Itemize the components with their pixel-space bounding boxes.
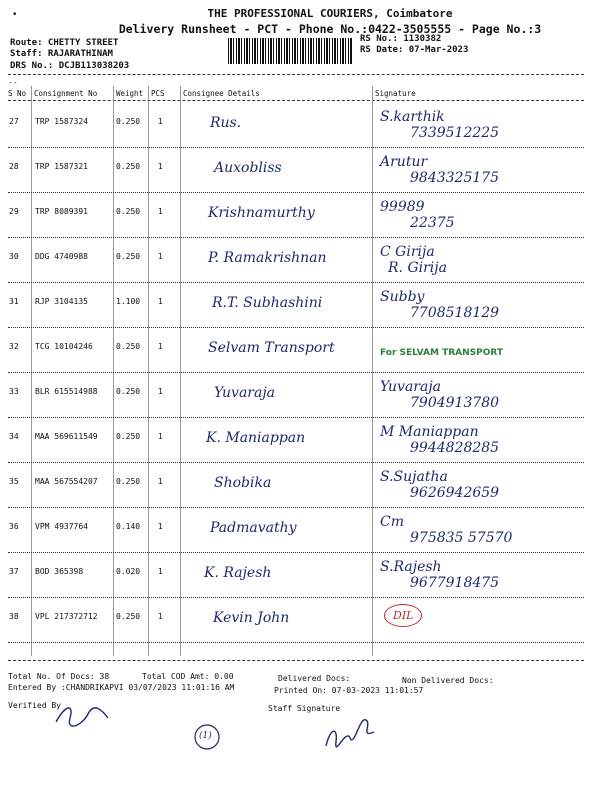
row-separator — [8, 462, 584, 463]
col-divider — [372, 86, 373, 656]
row-sno: 29 — [9, 207, 19, 216]
row-consignment: BLR 615514988 — [35, 387, 98, 396]
row-pcs: 1 — [158, 387, 163, 396]
entered-by: Entered By :CHANDRIKAPVI 03/07/2023 11:01:16 AM — [8, 683, 235, 692]
col-divider — [148, 86, 149, 656]
staff-label: Staff: RAJARATHINAM — [10, 49, 113, 59]
row-separator — [8, 237, 584, 238]
row-sno: 27 — [9, 117, 19, 126]
row-sno: 38 — [9, 612, 19, 621]
row-weight: 0.250 — [116, 387, 141, 396]
row-weight: 0.250 — [116, 432, 141, 441]
row-weight: 0.140 — [116, 522, 141, 531]
row-pcs: 1 — [158, 432, 163, 441]
col-sno: S No — [8, 89, 27, 98]
row-sno: 28 — [9, 162, 19, 171]
row-consignment: TCG 10104246 — [35, 342, 93, 351]
row-sno: 31 — [9, 297, 19, 306]
row-consignee: Auxobliss — [214, 160, 282, 176]
non-delivered-docs: Non Delivered Docs: — [402, 676, 494, 685]
row-signature: S.Sujatha — [380, 469, 448, 485]
staff-signature — [320, 708, 380, 754]
row-signature-note: R. Girija — [388, 260, 447, 276]
rs-date: RS Date: 07-Mar-2023 — [360, 45, 469, 55]
row-weight: 0.250 — [116, 252, 141, 261]
row-consignee: R.T. Subhashini — [212, 295, 323, 311]
row-consignee: Krishnamurthy — [208, 205, 315, 221]
row-separator — [8, 642, 584, 643]
rs-number: RS No.: 1130382 — [360, 34, 442, 44]
verified-by-label: Verified By — [8, 701, 61, 710]
mark-text: (1) — [199, 731, 212, 741]
col-signature: Signature — [375, 89, 416, 98]
row-signature: S.karthik — [380, 109, 445, 125]
row-consignee: Yuvaraja — [214, 385, 276, 401]
row-signature: For SELVAM TRANSPORT — [380, 348, 504, 358]
row-consignee: K. Maniappan — [206, 430, 306, 446]
row-sno: 37 — [9, 567, 19, 576]
row-separator — [8, 147, 584, 148]
row-consignment: VPM 4937764 — [35, 522, 88, 531]
row-signature-note: 9843325175 — [410, 170, 500, 186]
row-signature-note: 9677918475 — [410, 575, 500, 591]
col-consignment: Consignment No — [34, 89, 98, 98]
runsheet-subtitle: Delivery Runsheet - PCT - Phone No.:0422-3505555 - Page No.:3 — [118, 22, 542, 36]
row-consignee: P. Ramakrishnan — [208, 250, 327, 266]
row-signature-note: 22375 — [410, 215, 455, 231]
row-consignment: TRP 8089391 — [35, 207, 88, 216]
row-sno: 35 — [9, 477, 19, 486]
row-consignment: TRP 1587321 — [35, 162, 88, 171]
row-separator — [8, 417, 584, 418]
row-signature: Subby — [380, 289, 425, 305]
row-pcs: 1 — [158, 477, 163, 486]
row-pcs: 1 — [158, 162, 163, 171]
row-pcs: 1 — [158, 567, 163, 576]
row-signature: Yuvaraja — [380, 379, 442, 395]
bullet-mark: • — [12, 10, 18, 20]
verifier-signature — [52, 700, 112, 730]
company-title: THE PROFESSIONAL COURIERS, Coimbatore — [207, 7, 453, 20]
row-signature-note: 7339512225 — [410, 125, 500, 141]
delivered-docs: Delivered Docs: — [278, 674, 351, 683]
row-consignment: MAA 567554207 — [35, 477, 98, 486]
row-separator — [8, 552, 584, 553]
row-separator — [8, 327, 584, 328]
row-signature: M Maniappan — [380, 424, 479, 440]
row-pcs: 1 — [158, 612, 163, 621]
col-pcs: PCS — [151, 89, 165, 98]
row-separator — [8, 507, 584, 508]
row-consignee: Selvam Transport — [208, 340, 335, 356]
row-consignee: Padmavathy — [210, 520, 297, 536]
col-divider — [113, 86, 114, 656]
row-weight: 1.100 — [116, 297, 141, 306]
row-signature-note: 7708518129 — [410, 305, 500, 321]
row-signature: 99989 — [380, 199, 425, 215]
col-weight: Weight — [116, 89, 144, 98]
row-consignee: Rus. — [210, 115, 242, 131]
row-pcs: 1 — [158, 117, 163, 126]
row-consignment: RJP 3104135 — [35, 297, 88, 306]
separator-line — [8, 74, 584, 75]
row-signature-note: 7904913780 — [410, 395, 500, 411]
row-weight: 0.250 — [116, 342, 141, 351]
row-signature: C Girija — [380, 244, 435, 260]
row-sno: 30 — [9, 252, 19, 261]
row-separator — [8, 372, 584, 373]
row-signature: Arutur — [380, 154, 428, 170]
row-sno: 36 — [9, 522, 19, 531]
total-docs: Total No. Of Docs: 38 — [8, 672, 110, 681]
row-pcs: 1 — [158, 297, 163, 306]
row-consignment: DDG 4740988 — [35, 252, 88, 261]
row-pcs: 1 — [158, 522, 163, 531]
row-weight: 0.250 — [116, 612, 141, 621]
row-sno: 32 — [9, 342, 19, 351]
row-weight: 0.250 — [116, 207, 141, 216]
row-consignment: TRP 1587324 — [35, 117, 88, 126]
row-separator — [8, 597, 584, 598]
row-signature: S.Rajesh — [380, 559, 442, 575]
row-consignee: Kevin John — [213, 610, 290, 626]
row-weight: 0.250 — [116, 117, 141, 126]
row-consignee: Shobika — [214, 475, 272, 491]
row-separator — [8, 282, 584, 283]
row-pcs: 1 — [158, 252, 163, 261]
printed-on: Printed On: 07-03-2023 11:01:57 — [274, 686, 424, 695]
route-label: Route: CHETTY STREET — [10, 38, 119, 48]
row-consignment: BOD 365398 — [35, 567, 84, 576]
total-cod: Total COD Amt: 0.00 — [142, 672, 234, 681]
row-pcs: 1 — [158, 207, 163, 216]
row-signature: Cm — [380, 514, 404, 530]
barcode — [228, 38, 352, 64]
row-consignee: K. Rajesh — [204, 565, 272, 581]
staff-signature-label: Staff Signature — [268, 704, 341, 713]
row-sno: 33 — [9, 387, 19, 396]
row-weight: 0.250 — [116, 477, 141, 486]
dash-mark: -- — [8, 78, 18, 87]
row-signature: DIL — [384, 604, 422, 627]
row-separator — [8, 192, 584, 193]
row-sno: 34 — [9, 432, 19, 441]
col-divider — [180, 86, 181, 656]
row-signature-note: 9626942659 — [410, 485, 500, 501]
row-pcs: 1 — [158, 342, 163, 351]
footer-rule — [8, 660, 584, 661]
row-weight: 0.020 — [116, 567, 141, 576]
header-rule — [8, 100, 584, 101]
col-divider — [31, 86, 32, 656]
row-weight: 0.250 — [116, 162, 141, 171]
row-consignment: MAA 569611549 — [35, 432, 98, 441]
col-consignee: Consignee Details — [183, 89, 260, 98]
row-signature-note: 975835 57570 — [410, 530, 513, 546]
row-consignment: VPL 217372712 — [35, 612, 98, 621]
drs-label: DRS No.: DCJB113038203 — [10, 61, 130, 71]
row-signature-note: 9944828285 — [410, 440, 500, 456]
